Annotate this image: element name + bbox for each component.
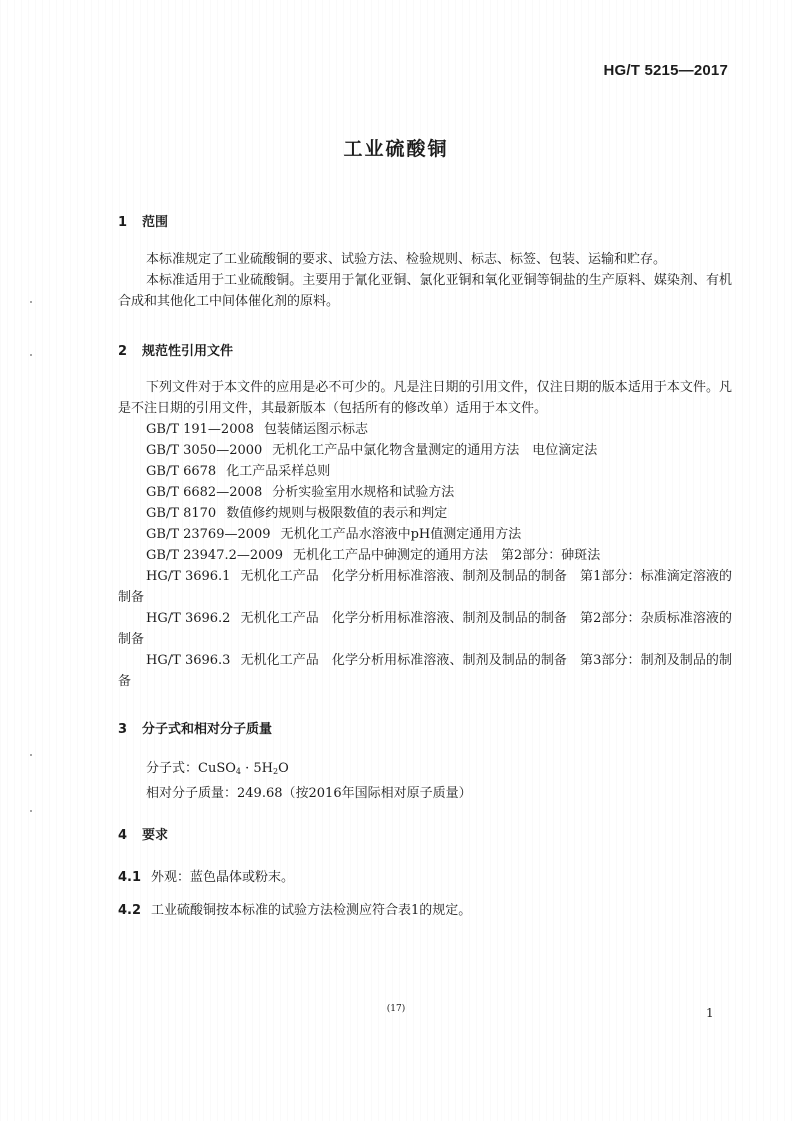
reference-code: GB/T 23769—2009	[146, 527, 271, 542]
section-number: 2	[118, 344, 128, 359]
section-number: 1	[118, 215, 128, 230]
reference-item	[118, 419, 732, 440]
reference-title: 无机化工产品 化学分析用标准溶液、制剂及制品的制备 第1部分：标准滴定溶液的制备	[118, 569, 732, 605]
clause-4-2	[118, 899, 471, 918]
reference-title: 无机化工产品水溶液中pH值测定通用方法	[280, 527, 522, 542]
reference-title: 数值修约规则与极限数值的表示和判定	[226, 506, 448, 521]
section-number: 3	[118, 722, 128, 737]
reference-code: GB/T 8170	[146, 506, 217, 521]
reference-code: GB/T 6682—2008	[146, 485, 263, 500]
reference-item	[118, 503, 732, 524]
section-title: 要求	[142, 828, 169, 843]
section-4-heading	[118, 824, 168, 843]
reference-code: GB/T 191—2008	[146, 422, 255, 437]
reference-code: HG/T 3696.3	[146, 653, 231, 668]
section-title: 规范性引用文件	[142, 344, 234, 359]
clause-number: 4.2	[118, 903, 142, 918]
reference-item	[118, 608, 732, 650]
section-title: 范围	[142, 215, 169, 230]
standard-code: HG/T 5215—2017	[603, 62, 728, 79]
scan-artifact	[30, 754, 32, 756]
reference-code: GB/T 3050—2000	[146, 443, 263, 458]
clause-4-1	[118, 866, 294, 885]
reference-item	[118, 482, 732, 503]
clause-number: 4.1	[118, 870, 142, 885]
reference-title: 无机化工产品中氯化物含量测定的通用方法 电位滴定法	[272, 443, 598, 458]
mass-value: 249.68	[237, 786, 283, 801]
reference-title: 化工产品采样总则	[226, 464, 331, 479]
reference-code: GB/T 23947.2—2009	[146, 548, 283, 563]
document-title: 工业硫酸铜	[343, 138, 449, 160]
reference-code: GB/T 6678	[146, 464, 217, 479]
scan-artifact	[30, 354, 32, 356]
section-number: 4	[118, 828, 128, 843]
reference-title: 包装储运图示标志	[264, 422, 369, 437]
page-number: 1	[706, 1006, 714, 1020]
reference-title: 分析实验室用水规格和试验方法	[272, 485, 455, 500]
reference-item	[118, 545, 732, 566]
footer-page-ref: (17)	[386, 1004, 406, 1014]
section-3-heading	[118, 718, 272, 737]
formula-label: 分子式：	[146, 761, 199, 776]
section-title: 分子式和相对分子质量	[142, 722, 273, 737]
mass-note: （按2016年国际相对原子质量）	[282, 786, 472, 801]
section-2-heading	[118, 340, 233, 359]
reference-title: 无机化工产品中砷测定的通用方法 第2部分：砷斑法	[292, 548, 601, 563]
section-1-body	[118, 249, 732, 312]
reference-title: 无机化工产品 化学分析用标准溶液、制剂及制品的制备 第3部分：制剂及制品的制备	[118, 653, 732, 689]
clause-text: 工业硫酸铜按本标准的试验方法检测应符合表1的规定。	[151, 903, 472, 918]
clause-text: 外观：蓝色晶体或粉末。	[151, 870, 295, 885]
reference-title: 无机化工产品 化学分析用标准溶液、制剂及制品的制备 第2部分：杂质标准溶液的制备	[118, 611, 732, 647]
reference-code: HG/T 3696.1	[146, 569, 231, 584]
reference-item	[118, 440, 732, 461]
reference-item	[118, 461, 732, 482]
molecular-formula: CuSO$_4$ · $5H_2O$	[198, 761, 289, 776]
references-intro: 下列文件对于本文件的应用是必不可少的。凡是注日期的引用文件，仅注日期的版本适用于本文件。凡是不注日期的引用文件，其最新版本（包括所有的修改单）适用于本文件。	[118, 380, 732, 416]
paragraph: 本标准适用于工业硫酸铜。主要用于氰化亚铜、氯化亚铜和氧化亚铜等铜盐的生产原料、媒染剂、有机合成和其他化工中间体催化剂的原料。	[118, 273, 732, 309]
reference-item	[118, 524, 732, 545]
formula-block	[146, 758, 472, 805]
reference-list	[118, 419, 732, 692]
normative-references	[118, 377, 732, 692]
section-1-heading	[118, 211, 168, 230]
molecular-formula-line	[146, 758, 472, 783]
scan-artifact	[30, 301, 32, 303]
reference-item	[118, 566, 732, 608]
molecular-mass-line	[146, 783, 472, 805]
paragraph: 本标准规定了工业硫酸铜的要求、试验方法、检验规则、标志、标签、包装、运输和贮存。	[146, 252, 667, 267]
reference-item	[118, 650, 732, 692]
reference-code: HG/T 3696.2	[146, 611, 231, 626]
scan-artifact	[30, 810, 32, 812]
mass-label: 相对分子质量：	[146, 786, 238, 801]
